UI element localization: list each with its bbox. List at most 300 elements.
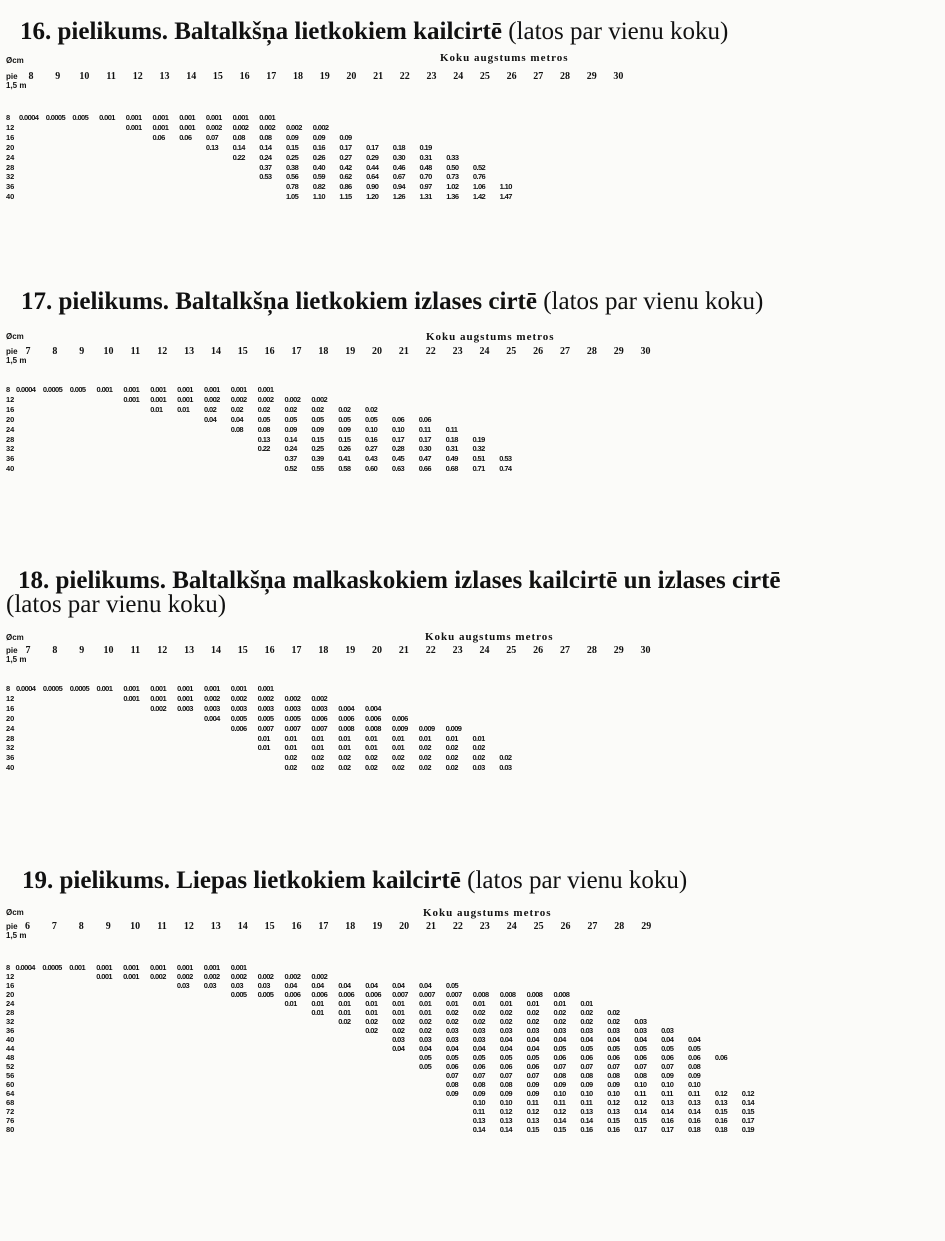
price-cell: 0.006 — [365, 990, 381, 999]
price-cell: 0.08 — [472, 1080, 485, 1089]
price-cell: 0.001 — [150, 385, 167, 394]
height-header: 14 — [237, 921, 248, 932]
price-cell: 0.09 — [607, 1080, 620, 1089]
height-header: 23 — [452, 346, 463, 357]
price-cell: 0.03 — [445, 1035, 459, 1044]
table-note: (latos par vienu koku) — [467, 867, 688, 894]
diameter-label: 28 — [6, 162, 15, 172]
price-cell: 0.006 — [338, 713, 354, 723]
price-cell: 0.09 — [526, 1080, 539, 1089]
price-cell: 0.19 — [419, 142, 432, 152]
height-header: 29 — [613, 346, 624, 357]
price-cell: 0.59 — [312, 172, 325, 182]
price-cell: 0.01 — [311, 733, 324, 743]
price-cell: 0.002 — [257, 693, 274, 703]
height-header: 8 — [52, 346, 58, 357]
price-cell: 0.04 — [203, 414, 217, 424]
price-cell: 0.001 — [177, 684, 193, 693]
price-cell: 0.09 — [284, 424, 297, 434]
price-cell: 0.002 — [312, 122, 329, 132]
price-cell: 0.008 — [365, 723, 381, 733]
diameter-label: 36 — [6, 753, 15, 763]
price-cell: 0.07 — [526, 1071, 539, 1080]
height-header: 29 — [641, 921, 652, 932]
height-header: 11 — [106, 71, 116, 82]
price-cell: 0.01 — [392, 1008, 405, 1017]
price-cell: 0.02 — [230, 404, 243, 414]
price-cell: 0.01 — [445, 999, 459, 1008]
height-header: 24 — [506, 921, 517, 932]
price-cell: 0.01 — [365, 1008, 378, 1017]
price-cell: 0.39 — [311, 454, 324, 464]
height-header: 14 — [186, 71, 197, 82]
price-cell: 0.05 — [284, 414, 297, 424]
price-cell: 1.26 — [392, 192, 405, 202]
table-section — [0, 860, 945, 1241]
price-cell: 0.001 — [203, 385, 220, 394]
price-cell: 0.0005 — [42, 684, 63, 693]
price-cell: 0.02 — [472, 753, 485, 763]
price-cell: 0.15 — [286, 142, 299, 152]
price-cell: 0.71 — [472, 464, 485, 474]
price-cell: 0.01 — [472, 733, 485, 743]
price-cell: 0.02 — [418, 763, 431, 773]
price-cell: 0.74 — [499, 464, 512, 474]
price-cell: 0.38 — [286, 162, 299, 172]
price-cell: 0.01 — [392, 999, 405, 1008]
price-cell: 0.003 — [177, 703, 193, 713]
price-cell: 0.03 — [472, 763, 485, 773]
price-cell: 0.10 — [688, 1080, 701, 1089]
price-cell: 0.13 — [499, 1116, 512, 1125]
height-header: 19 — [345, 645, 356, 656]
price-cell: 0.01 — [499, 999, 512, 1008]
price-cell: 0.15 — [607, 1116, 620, 1125]
price-cell: 0.02 — [392, 1026, 405, 1035]
price-cell: 0.09 — [311, 424, 324, 434]
price-cell: 0.27 — [365, 444, 378, 454]
table-title — [20, 18, 728, 45]
diameter-label: 16 — [6, 132, 15, 142]
price-cell: 0.17 — [391, 434, 405, 444]
price-cell: 0.003 — [257, 703, 274, 713]
price-cell: 1.15 — [339, 192, 352, 202]
price-cell: 0.005 — [230, 713, 247, 723]
height-header: 16 — [291, 921, 302, 932]
price-cell: 0.006 — [391, 713, 408, 723]
table-number: 17. pielikums. — [21, 288, 169, 315]
table-title — [21, 288, 763, 315]
price-cell: 0.006 — [284, 990, 301, 999]
diameter-label: 40 — [6, 192, 15, 202]
price-cell: 0.02 — [472, 1017, 485, 1026]
diameter-label: 24 — [6, 424, 15, 434]
table-section — [0, 275, 945, 525]
diameter-label: 24 — [6, 999, 15, 1008]
price-cell: 0.002 — [230, 394, 247, 404]
diameter-label: 40 — [6, 1035, 15, 1044]
height-header: 13 — [159, 71, 170, 82]
price-cell: 0.63 — [391, 464, 405, 474]
price-cell: 0.02 — [284, 404, 297, 414]
height-header: 21 — [398, 346, 409, 357]
price-cell: 0.007 — [257, 723, 274, 733]
price-cell: 0.78 — [286, 182, 299, 192]
price-cell: 0.11 — [634, 1089, 646, 1098]
price-cell: 0.03 — [526, 1026, 539, 1035]
diameter-label: 32 — [6, 743, 15, 753]
price-cell: 0.02 — [311, 404, 324, 414]
price-cell: 0.005 — [72, 113, 89, 122]
corner-at-label: pie — [6, 72, 18, 81]
price-cell: 0.08 — [553, 1071, 566, 1080]
diameter-label: 36 — [6, 454, 15, 464]
price-cell: 0.76 — [472, 172, 486, 182]
price-cell: 0.05 — [257, 414, 270, 424]
price-cell: 0.37 — [284, 454, 297, 464]
height-header: 26 — [560, 921, 571, 932]
price-cell: 0.01 — [284, 999, 297, 1008]
price-cell: 0.002 — [232, 122, 249, 132]
price-cell: 0.02 — [553, 1017, 566, 1026]
height-axis-caption: Koku augstums metros — [423, 907, 552, 919]
price-cell: 0.001 — [177, 394, 193, 404]
height-header: 18 — [293, 71, 303, 82]
price-cell: 0.001 — [152, 122, 169, 132]
price-cell: 0.01 — [445, 733, 458, 743]
price-cell: 0.004 — [365, 703, 381, 713]
price-cell: 0.003 — [311, 703, 328, 713]
height-header: 24 — [479, 346, 490, 357]
price-cell: 0.37 — [259, 162, 272, 172]
price-cell: 0.07 — [607, 1062, 620, 1071]
price-cell: 0.003 — [230, 703, 247, 713]
price-cell: 0.001 — [176, 963, 193, 972]
price-cell: 0.005 — [284, 713, 301, 723]
price-cell: 0.01 — [311, 999, 324, 1008]
price-cell: 0.01 — [311, 743, 324, 753]
price-cell: 0.08 — [688, 1062, 701, 1071]
price-cell: 0.02 — [607, 1017, 620, 1026]
price-cell: 0.02 — [391, 763, 405, 773]
price-cell: 0.09 — [526, 1089, 539, 1098]
price-cell: 0.002 — [284, 693, 301, 703]
diameter-label: 16 — [6, 703, 15, 713]
corner-at-label: pie — [6, 646, 18, 655]
price-cell: 0.02 — [553, 1008, 566, 1017]
price-cell: 0.08 — [634, 1071, 647, 1080]
price-cell: 0.02 — [391, 753, 405, 763]
height-header: 7 — [51, 921, 57, 932]
price-cell: 0.0004 — [19, 113, 39, 122]
price-cell: 0.04 — [526, 1044, 539, 1053]
price-cell: 0.006 — [338, 990, 355, 999]
price-cell: 0.04 — [634, 1035, 647, 1044]
price-cell: 0.01 — [419, 1008, 432, 1017]
height-header: 17 — [318, 921, 329, 932]
price-cell: 0.10 — [607, 1089, 620, 1098]
price-cell: 1.42 — [472, 192, 486, 202]
price-cell: 0.07 — [580, 1062, 593, 1071]
price-cell: 0.14 — [688, 1107, 701, 1116]
price-cell: 0.02 — [418, 753, 431, 763]
price-cell: 0.05 — [607, 1044, 620, 1053]
price-cell: 0.0004 — [15, 963, 35, 972]
price-cell: 0.001 — [257, 684, 274, 693]
price-cell: 0.05 — [419, 1053, 432, 1062]
corner-height-label: 1,5 m — [6, 655, 27, 664]
price-cell: 0.003 — [284, 703, 301, 713]
price-cell: 0.08 — [259, 132, 272, 142]
price-cell: 0.02 — [580, 1017, 593, 1026]
price-cell: 0.10 — [580, 1089, 593, 1098]
price-cell: 0.58 — [338, 464, 351, 474]
height-header: 19 — [345, 346, 356, 357]
table-note: (latos par vienu koku) — [508, 18, 729, 45]
price-cell: 0.04 — [607, 1035, 620, 1044]
height-header: 21 — [373, 71, 384, 82]
price-cell: 0.02 — [392, 1017, 405, 1026]
height-header: 16 — [264, 346, 275, 357]
price-cell: 0.33 — [446, 152, 459, 162]
price-cell: 0.001 — [69, 963, 86, 972]
price-cell: 0.001 — [96, 684, 113, 693]
price-cell: 0.001 — [150, 684, 167, 693]
price-cell: 0.09 — [661, 1071, 674, 1080]
price-cell: 0.01 — [338, 733, 351, 743]
price-cell: 0.04 — [445, 1044, 459, 1053]
table-number: 16. pielikums. — [20, 18, 168, 45]
price-cell: 0.19 — [741, 1125, 754, 1134]
price-cell: 0.001 — [152, 113, 169, 122]
table-name: Baltalkšņa lietkokiem kailcirtē — [174, 18, 502, 45]
price-cell: 0.13 — [205, 142, 219, 152]
price-cell: 0.06 — [634, 1053, 647, 1062]
diameter-label: 52 — [6, 1062, 15, 1071]
height-header: 15 — [237, 645, 248, 656]
price-cell: 0.09 — [312, 132, 325, 142]
price-cell: 0.25 — [311, 444, 324, 454]
height-axis-caption: Koku augstums metros — [440, 52, 569, 64]
price-cell: 0.005 — [69, 385, 86, 394]
price-cell: 0.08 — [580, 1071, 593, 1080]
price-cell: 0.11 — [553, 1098, 566, 1107]
price-cell: 0.04 — [472, 1044, 485, 1053]
price-cell: 0.13 — [661, 1098, 674, 1107]
price-cell: 0.001 — [123, 394, 140, 404]
price-cell: 0.14 — [499, 1125, 512, 1134]
price-cell: 0.09 — [553, 1080, 566, 1089]
price-cell: 0.03 — [499, 763, 512, 773]
price-cell: 0.11 — [580, 1098, 593, 1107]
price-cell: 0.02 — [284, 753, 297, 763]
price-cell: 0.04 — [392, 981, 405, 990]
price-cell: 0.02 — [257, 404, 270, 414]
price-cell: 0.007 — [392, 990, 408, 999]
price-cell: 0.17 — [339, 142, 352, 152]
price-cell: 0.08 — [230, 424, 243, 434]
height-header: 8 — [52, 645, 58, 656]
price-cell: 0.05 — [580, 1044, 593, 1053]
price-cell: 0.22 — [257, 444, 270, 454]
price-cell: 0.60 — [365, 464, 378, 474]
price-cell: 0.001 — [230, 963, 247, 972]
height-header: 9 — [105, 921, 111, 932]
height-header: 19 — [372, 921, 383, 932]
height-header: 19 — [319, 71, 330, 82]
price-cell: 0.01 — [177, 404, 190, 414]
price-cell: 0.17 — [661, 1125, 674, 1134]
price-cell: 0.001 — [179, 122, 195, 132]
price-cell: 0.02 — [499, 1008, 512, 1017]
table-note: (latos par vienu koku) — [6, 591, 227, 618]
price-cell: 0.001 — [177, 385, 193, 394]
price-cell: 0.01 — [580, 999, 593, 1008]
price-cell: 0.15 — [553, 1125, 566, 1134]
price-cell: 0.09 — [286, 132, 299, 142]
price-cell: 0.02 — [526, 1008, 539, 1017]
price-cell: 0.18 — [392, 142, 405, 152]
price-cell: 0.06 — [472, 1062, 485, 1071]
price-cell: 0.02 — [445, 1017, 459, 1026]
price-cell: 0.05 — [338, 414, 351, 424]
height-header: 15 — [264, 921, 275, 932]
diameter-label: 80 — [6, 1125, 15, 1134]
price-cell: 0.01 — [419, 999, 432, 1008]
height-header: 9 — [79, 346, 85, 357]
price-cell: 0.06 — [179, 132, 192, 142]
price-cell: 0.53 — [259, 172, 272, 182]
price-cell: 0.02 — [338, 753, 351, 763]
price-cell: 0.70 — [419, 172, 432, 182]
price-cell: 0.44 — [366, 162, 379, 172]
height-header: 27 — [533, 71, 544, 82]
price-cell: 0.002 — [284, 972, 301, 981]
height-header: 28 — [586, 645, 597, 656]
price-cell: 0.51 — [472, 454, 485, 464]
price-cell: 0.03 — [634, 1026, 647, 1035]
diameter-label: 56 — [6, 1071, 15, 1080]
price-cell: 0.005 — [257, 990, 274, 999]
diameter-label: 32 — [6, 444, 15, 454]
price-cell: 0.32 — [472, 444, 485, 454]
price-cell: 0.15 — [714, 1107, 728, 1116]
diameter-label: 8 — [6, 385, 11, 394]
height-header: 24 — [453, 71, 464, 82]
price-cell: 0.001 — [203, 684, 220, 693]
price-cell: 0.001 — [203, 963, 220, 972]
price-cell: 0.07 — [634, 1062, 647, 1071]
price-cell: 0.04 — [419, 981, 432, 990]
diameter-label: 36 — [6, 1026, 15, 1035]
price-cell: 0.001 — [125, 113, 142, 122]
price-cell: 0.02 — [365, 404, 378, 414]
price-cell: 0.0005 — [45, 113, 66, 122]
table-number: 19. pielikums. — [22, 867, 170, 894]
price-cell: 0.15 — [634, 1116, 647, 1125]
price-cell: 0.008 — [553, 990, 570, 999]
price-cell: 0.03 — [257, 981, 270, 990]
height-header: 22 — [399, 71, 410, 82]
price-cell: 0.13 — [688, 1098, 701, 1107]
height-header: 24 — [479, 645, 490, 656]
price-cell: 0.06 — [499, 1062, 512, 1071]
price-cell: 0.53 — [499, 454, 512, 464]
price-cell: 0.15 — [311, 434, 324, 444]
price-cell: 0.001 — [123, 385, 140, 394]
price-cell: 0.001 — [96, 963, 112, 972]
price-cell: 0.07 — [499, 1071, 512, 1080]
price-cell: 0.06 — [688, 1053, 701, 1062]
price-cell: 0.02 — [445, 763, 458, 773]
price-cell: 0.04 — [526, 1035, 539, 1044]
diameter-label: 12 — [6, 394, 15, 404]
price-cell: 0.09 — [338, 424, 351, 434]
price-cell: 0.001 — [230, 385, 247, 394]
price-cell: 0.07 — [472, 1071, 485, 1080]
price-cell: 1.05 — [286, 192, 299, 202]
price-cell: 0.04 — [419, 1044, 432, 1053]
height-header: 29 — [613, 645, 624, 656]
height-header: 26 — [506, 71, 517, 82]
corner-diameter-label: Øcm — [6, 633, 24, 642]
price-cell: 0.001 — [177, 693, 193, 703]
price-cell: 0.05 — [526, 1053, 539, 1062]
price-cell: 0.40 — [312, 162, 325, 172]
price-cell: 0.002 — [150, 972, 166, 981]
price-cell: 0.09 — [339, 132, 352, 142]
height-header: 27 — [587, 921, 598, 932]
diameter-label: 8 — [6, 113, 11, 122]
diameter-label: 40 — [6, 464, 15, 474]
price-cell: 0.06 — [553, 1053, 566, 1062]
price-cell: 0.05 — [661, 1044, 674, 1053]
price-cell: 0.52 — [472, 162, 486, 172]
price-cell: 0.002 — [203, 693, 220, 703]
price-cell: 0.16 — [688, 1116, 701, 1125]
price-cell: 0.002 — [284, 394, 301, 404]
price-cell: 0.007 — [445, 990, 462, 999]
price-cell: 0.03 — [472, 1035, 485, 1044]
price-cell: 0.14 — [284, 434, 297, 444]
price-cell: 0.13 — [526, 1116, 539, 1125]
price-cell: 0.006 — [311, 990, 328, 999]
price-cell: 0.16 — [714, 1116, 728, 1125]
diameter-label: 16 — [6, 404, 15, 414]
price-cell: 0.01 — [311, 1008, 324, 1017]
price-cell: 0.02 — [338, 1017, 351, 1026]
price-cell: 0.004 — [203, 713, 220, 723]
height-header: 12 — [183, 921, 194, 932]
price-cell: 0.41 — [338, 454, 351, 464]
price-cell: 0.02 — [499, 1017, 512, 1026]
height-header: 29 — [586, 71, 597, 82]
price-cell: 0.01 — [150, 404, 163, 414]
price-cell: 0.0004 — [16, 684, 36, 693]
height-header: 13 — [184, 346, 195, 357]
price-cell: 0.86 — [339, 182, 352, 192]
price-cell: 0.29 — [366, 152, 379, 162]
price-cell: 0.001 — [205, 113, 222, 122]
price-cell: 0.26 — [338, 444, 351, 454]
diameter-label: 32 — [6, 1017, 15, 1026]
price-cell: 0.02 — [365, 1026, 378, 1035]
height-header: 21 — [398, 645, 409, 656]
height-header: 11 — [130, 645, 141, 656]
price-cell: 0.02 — [284, 763, 297, 773]
price-cell: 0.03 — [392, 1035, 405, 1044]
price-cell: 0.27 — [339, 152, 352, 162]
